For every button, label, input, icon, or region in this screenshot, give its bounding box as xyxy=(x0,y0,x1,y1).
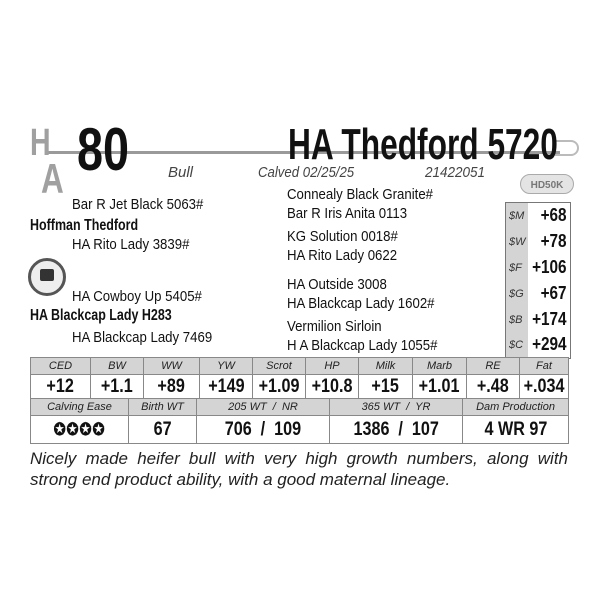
lot-description: Nicely made heifer bull with very high growth numbers, along with strong end product ability, with a good maternal lineage. xyxy=(30,449,568,489)
perf-header: Calving Ease xyxy=(31,399,129,416)
perf-header: Birth WT xyxy=(129,399,197,416)
epd-header: CED xyxy=(31,358,91,375)
epd-header: WW xyxy=(144,358,200,375)
calved-date: Calved 02/25/25 xyxy=(258,164,355,181)
pedigree-right-5: HA Outside 3008 xyxy=(287,276,387,293)
sire: Hoffman Thedford xyxy=(30,217,139,234)
epd-header: RE xyxy=(467,358,520,375)
perf-value: 706 / 109 xyxy=(224,418,302,440)
performance-value-row xyxy=(31,416,569,444)
dam: HA Blackcap Lady H283 xyxy=(30,307,172,324)
perf-header: 205 WT / NR xyxy=(197,399,330,416)
hd50k-badge xyxy=(520,174,574,194)
epd-header-row xyxy=(31,358,569,375)
sire-sire: Bar R Jet Black 5063# xyxy=(72,196,204,213)
epd-value: +149 xyxy=(207,376,245,397)
perf-value: 67 xyxy=(153,418,172,440)
dollar-row-b: $B +174 xyxy=(509,309,567,329)
epd-value: +89 xyxy=(157,376,186,397)
perf-header: 365 WT / YR xyxy=(330,399,463,416)
epd-value: +.48 xyxy=(477,376,509,397)
dollar-row-g: $G +67 xyxy=(509,283,567,303)
pedigree-right-3: KG Solution 0018# xyxy=(287,228,398,245)
epd-value: +1.01 xyxy=(419,376,460,397)
certified-seal-icon xyxy=(28,258,66,296)
dollar-row-m: $M +68 xyxy=(509,205,567,225)
sire-dam: HA Rito Lady 3839# xyxy=(72,236,190,253)
epd-value: +.034 xyxy=(523,376,565,397)
epd-header: YW xyxy=(200,358,253,375)
dollar-row-w: $W +78 xyxy=(509,231,567,251)
perf-value: 4 WR 97 xyxy=(484,418,547,440)
brand-h: H xyxy=(30,122,51,164)
epd-value: +1.09 xyxy=(258,376,300,397)
perf-value: 1386 / 107 xyxy=(353,418,439,440)
epd-header: HP xyxy=(306,358,359,375)
epd-value: +1.1 xyxy=(101,376,133,397)
dollar-row-c: $C +294 xyxy=(509,334,567,354)
registration-number: 21422051 xyxy=(425,164,486,181)
badge-label: HD50K xyxy=(530,180,564,191)
epd-header: Fat xyxy=(520,358,569,375)
epd-header: Scrot xyxy=(253,358,306,375)
dam-dam: HA Blackcap Lady 7469 xyxy=(72,329,213,346)
epd-header: Milk xyxy=(359,358,413,375)
epd-table xyxy=(30,357,569,400)
pedigree-right-7: Vermilion Sirloin xyxy=(287,318,382,335)
pedigree-right-6: HA Blackcap Lady 1602# xyxy=(287,295,435,312)
pedigree-right-1: Connealy Black Granite# xyxy=(287,186,434,203)
epd-value: +15 xyxy=(371,376,400,397)
epd-value: +10.8 xyxy=(311,376,353,397)
epd-value-row xyxy=(31,375,569,400)
epd-header: BW xyxy=(91,358,144,375)
lot-number: 80 xyxy=(77,116,130,183)
epd-value: +12 xyxy=(46,376,75,397)
animal-name: HA Thedford 5720 xyxy=(288,120,558,169)
brand-a: A xyxy=(41,155,64,202)
epd-header: Marb xyxy=(413,358,467,375)
rule-end-icon xyxy=(555,140,579,156)
pedigree-right-4: HA Rito Lady 0622 xyxy=(287,247,398,264)
dollar-row-f: $F +106 xyxy=(509,257,567,277)
performance-header-row xyxy=(31,399,569,416)
perf-header: Dam Production xyxy=(463,399,569,416)
pedigree-right-2: Bar R Iris Anita 0113 xyxy=(287,205,408,222)
performance-table xyxy=(30,398,569,444)
dollar-index-box xyxy=(505,202,571,359)
calving-ease-stars-icon: ✪✪✪✪ xyxy=(53,419,106,439)
sex: Bull xyxy=(168,164,194,181)
pedigree-right-8: H A Blackcap Lady 1055# xyxy=(287,337,438,354)
dam-sire: HA Cowboy Up 5405# xyxy=(72,288,202,305)
